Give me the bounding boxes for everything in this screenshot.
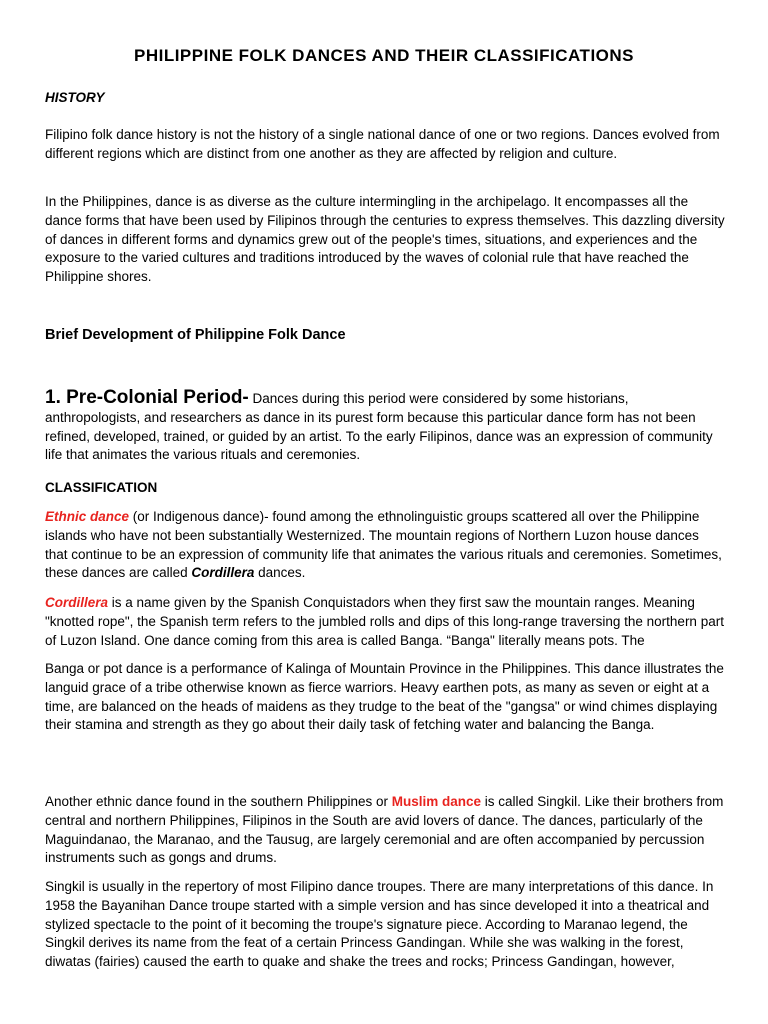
ethnic-dance-paragraph	[45, 508, 725, 583]
ethnic-dance-text-2: dances.	[254, 565, 306, 581]
brief-development-heading: Brief Development of Philippine Folk Dance	[45, 327, 346, 343]
history-paragraph-1: Filipino folk dance history is not the history of a single national dance of one or two regions. Dances evolved from different regions which are distinct from one another as they are affected by religion and culture.	[45, 127, 720, 161]
precolonial-paragraph	[45, 389, 725, 465]
history-heading: HISTORY	[45, 90, 105, 105]
cordillera-term: Cordillera	[45, 595, 109, 610]
ethnic-dance-term: Ethnic dance	[45, 509, 130, 524]
cordillera-text: is a name given by the Spanish Conquistadors when they first saw the mountain ranges. Meaning "knotted rope", the Spanish term refers to the jumbled rolls and dips of this long-range traversing the northern part of Luzon Island. One dance coming from this area is called Banga. “Banga" literally means pots. The	[45, 595, 724, 648]
history-paragraph-2: In the Philippines, dance is as diverse as the culture intermingling in the archipelago. It encompasses all the dance forms that have been used by Filipinos through the centuries to express themselves. This dazzling diversity of dances in different forms and dynamics grew out of the people's times, situations, and experiences and the exposure to the varied cultures and traditions introduced by the waves of colonial rule that have reached the Philippine shores.	[45, 194, 725, 285]
muslim-dance-text-1: Another ethnic dance found in the southern Philippines or	[45, 794, 392, 809]
precolonial-text: Dances during this period were considered by some historians, anthropologists, and researchers as dance in its purest form because this particular dance form has not been refined, developed, trained, or guided by an artist. To the early Filipinos, dance was an expression of community life that animates the various rituals and ceremonies.	[45, 391, 713, 463]
banga-paragraph: Banga or pot dance is a performance of Kalinga of Mountain Province in the Philippines. This dance illustrates the languid grace of a tribe otherwise known as fierce warriors. Heavy earthen pots, as many as seven or eight at a time, are balanced on the heads of maidens as they trudge to the beat of the "gangsa" or wind chimes displaying their stamina and strength as they go about their daily task of fetching water and balancing the Banga.	[45, 661, 724, 733]
classification-heading: CLASSIFICATION	[45, 480, 158, 495]
ethnic-dance-text-1: (or Indigenous dance)- found among the ethnolinguistic groups scattered all over the Philippine islands who have not been substantially Westernized. The mountain regions of Northern Luzon house dances that continue to be an expression of community life that animates the various rituals and ceremonies. Sometimes, these dances are called	[45, 509, 722, 581]
muslim-dance-paragraph	[45, 793, 725, 868]
singkil-paragraph: Singkil is usually in the repertory of most Filipino dance troupes. There are many interpretations of this dance. In 1958 the Bayanihan Dance troupe started with a simple version and has since developed it into a theatrical and stylized spectacle to the point of it becoming the troupe's signature piece. According to Maranao legend, the Singkil derives its name from the feat of a certain Princess Gandingan. While she was walking in the forest, diwatas (fairies) caused the earth to quake and shake the trees and rocks; Princess Gandingan, however,	[45, 879, 714, 970]
muslim-dance-term: Muslim dance	[391, 794, 482, 809]
precolonial-title: 1. Pre-Colonial Period-	[45, 387, 249, 408]
muslim-dance-text-2: is called Singkil. Like their brothers from central and northern Philippines, Filipinos in the South are avid lovers of dance. The dances, particularly of the Maguindanao, the Maranao, and the Tausug, are largely ceremonial and are often accompanied by percussion instruments such as gongs and drums.	[45, 794, 724, 866]
cordillera-paragraph	[45, 594, 725, 650]
page-title: PHILIPPINE FOLK DANCES AND THEIR CLASSIFICATIONS	[133, 46, 635, 65]
cordillera-inline-term: Cordillera	[191, 565, 255, 581]
